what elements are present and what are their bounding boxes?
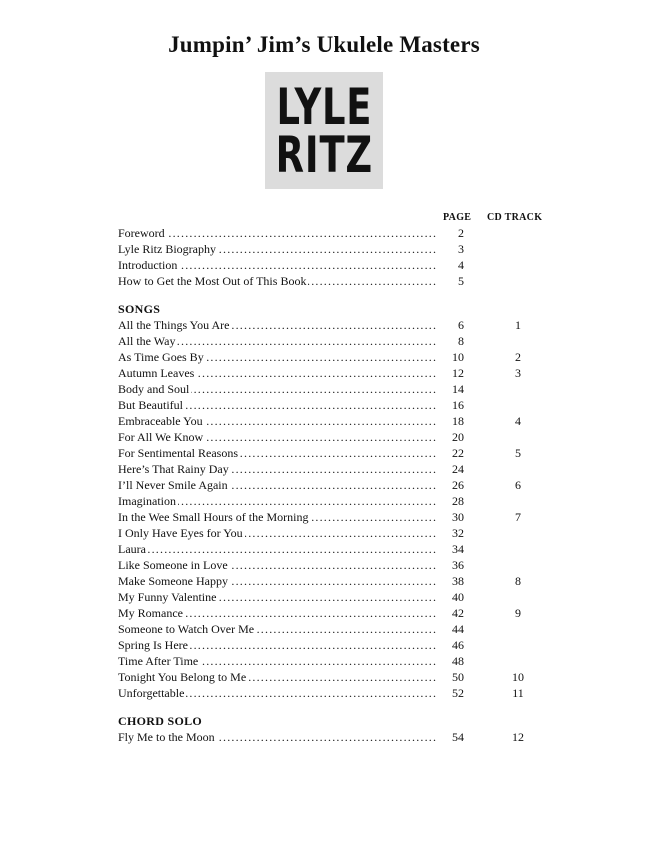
songs-list	[118, 317, 548, 701]
toc-page-number: 12	[438, 365, 464, 381]
page-column-header: PAGE	[443, 212, 472, 223]
toc-title: For Sentimental Reasons	[118, 446, 238, 460]
toc-row	[118, 669, 548, 685]
toc-cd-track: 2	[515, 350, 521, 364]
toc-title: Laura	[118, 542, 146, 556]
toc-row	[118, 729, 548, 745]
toc-entry	[118, 589, 462, 605]
toc-entry	[118, 445, 462, 461]
toc-title: But Beautiful	[118, 398, 183, 412]
toc-page-number: 32	[438, 525, 464, 541]
toc-row	[118, 225, 548, 241]
toc-row	[118, 365, 548, 381]
toc-entry	[118, 257, 462, 273]
toc-entry	[118, 225, 462, 241]
toc-row	[118, 273, 548, 289]
toc-title: Body and Soul	[118, 382, 190, 396]
toc-cd-track: 5	[515, 446, 521, 460]
toc-row	[118, 445, 548, 461]
toc-cd-track: 3	[515, 366, 521, 380]
toc-page-number: 36	[438, 557, 464, 573]
toc-page-number: 50	[438, 669, 464, 685]
toc-entry	[118, 381, 462, 397]
toc-entry	[118, 605, 462, 621]
toc-row	[118, 461, 548, 477]
toc-row	[118, 557, 548, 573]
logo-line-last: RITZ	[275, 125, 373, 184]
toc-entry	[118, 397, 462, 413]
toc-title: How to Get the Most Out of This Book	[118, 274, 307, 288]
toc-row	[118, 397, 548, 413]
toc-row	[118, 257, 548, 273]
toc-entry	[118, 573, 462, 589]
cd-track-column-header: CD TRACK	[487, 212, 543, 223]
toc-title: Unforgettable	[118, 686, 185, 700]
toc-entry	[118, 509, 462, 525]
chord-solo-heading: CHORD SOLO	[118, 714, 203, 728]
toc-page-number: 26	[438, 477, 464, 493]
toc-cd-track: 12	[512, 730, 524, 744]
songs-heading: SONGS	[118, 302, 161, 316]
toc-title: Someone to Watch Over Me	[118, 622, 255, 636]
toc-entry	[118, 273, 462, 289]
toc-page-number: 34	[438, 541, 464, 557]
toc-title: Spring Is Here	[118, 638, 188, 652]
toc-title: Imagination	[118, 494, 176, 508]
toc-title: Make Someone Happy	[118, 574, 228, 588]
toc-row	[118, 477, 548, 493]
toc-page-number: 10	[438, 349, 464, 365]
toc-row	[118, 381, 548, 397]
toc-entry	[118, 653, 462, 669]
toc-page-number: 2	[438, 225, 464, 241]
toc-page-number: 54	[438, 729, 464, 745]
toc-entry	[118, 541, 462, 557]
toc-cd-track: 1	[515, 318, 521, 332]
toc-title: In the Wee Small Hours of the Morning	[118, 510, 309, 524]
toc-page-number: 30	[438, 509, 464, 525]
toc-row	[118, 685, 548, 701]
toc-row	[118, 573, 548, 589]
toc-entry	[118, 637, 462, 653]
toc-entry	[118, 621, 462, 637]
toc-row	[118, 413, 548, 429]
toc-entry	[118, 493, 462, 509]
toc-entry	[118, 317, 462, 333]
toc-title: I Only Have Eyes for You	[118, 526, 243, 540]
toc-title: As Time Goes By	[118, 350, 204, 364]
toc-entry	[118, 685, 462, 701]
series-title: Jumpin’ Jim’s Ukulele Masters	[168, 32, 480, 57]
toc-row	[118, 541, 548, 557]
toc-title: Time After Time	[118, 654, 199, 668]
toc-entry	[118, 477, 462, 493]
toc-row	[118, 653, 548, 669]
toc-row	[118, 493, 548, 509]
toc-title: Autumn Leaves	[118, 366, 195, 380]
toc-page-number: 40	[438, 589, 464, 605]
toc-cd-track: 9	[515, 606, 521, 620]
toc-cd-track: 10	[512, 670, 524, 684]
toc-entry	[118, 333, 462, 349]
toc-entry	[118, 349, 462, 365]
logo-line-first: LYLE	[276, 77, 372, 136]
toc-page-number: 44	[438, 621, 464, 637]
toc-title: Fly Me to the Moon	[118, 730, 215, 744]
toc-row	[118, 241, 548, 257]
toc-cd-track: 8	[515, 574, 521, 588]
toc-title: Embraceable You	[118, 414, 203, 428]
toc-page-number: 4	[438, 257, 464, 273]
toc-page-number: 48	[438, 653, 464, 669]
artist-logo	[265, 72, 383, 189]
toc-cd-track: 7	[515, 510, 521, 524]
toc-title: I’ll Never Smile Again	[118, 478, 228, 492]
toc-row	[118, 333, 548, 349]
toc-entry	[118, 429, 462, 445]
toc-row	[118, 349, 548, 365]
chord-solo-list	[118, 729, 548, 745]
toc-row	[118, 605, 548, 621]
toc-page-number: 16	[438, 397, 464, 413]
toc-page-number: 8	[438, 333, 464, 349]
toc-row	[118, 429, 548, 445]
toc-page-number: 14	[438, 381, 464, 397]
toc-title: Tonight You Belong to Me	[118, 670, 247, 684]
toc-row	[118, 317, 548, 333]
toc-page-number: 28	[438, 493, 464, 509]
toc-row	[118, 509, 548, 525]
toc-title: My Romance	[118, 606, 183, 620]
toc-row	[118, 525, 548, 541]
table-of-contents	[118, 225, 548, 745]
toc-cd-track: 11	[512, 686, 524, 700]
toc-page-number: 5	[438, 273, 464, 289]
toc-row	[118, 621, 548, 637]
toc-entry	[118, 669, 462, 685]
toc-page-number: 38	[438, 573, 464, 589]
toc-entry	[118, 557, 462, 573]
toc-entry	[118, 729, 462, 745]
toc-entry	[118, 461, 462, 477]
toc-title: Like Someone in Love	[118, 558, 228, 572]
toc-title: Here’s That Rainy Day	[118, 462, 229, 476]
toc-row	[118, 637, 548, 653]
toc-page-number: 6	[438, 317, 464, 333]
toc-title: Lyle Ritz Biography	[118, 242, 216, 256]
toc-title: All the Way	[118, 334, 176, 348]
toc-entry	[118, 525, 462, 541]
toc-title: For All We Know	[118, 430, 204, 444]
toc-page-number: 24	[438, 461, 464, 477]
toc-page-number: 20	[438, 429, 464, 445]
toc-title: Introduction	[118, 258, 178, 272]
toc-row	[118, 589, 548, 605]
toc-page-number: 22	[438, 445, 464, 461]
toc-page-number: 3	[438, 241, 464, 257]
toc-cd-track: 6	[515, 478, 521, 492]
toc-page-number: 52	[438, 685, 464, 701]
toc-entry	[118, 413, 462, 429]
toc-entry	[118, 365, 462, 381]
toc-title: All the Things You Are	[118, 318, 230, 332]
toc-entry	[118, 241, 462, 257]
toc-page-number: 18	[438, 413, 464, 429]
front-matter-list	[118, 225, 548, 289]
toc-page-number: 42	[438, 605, 464, 621]
toc-cd-track: 4	[515, 414, 521, 428]
toc-title: Foreword	[118, 226, 165, 240]
toc-page-number: 46	[438, 637, 464, 653]
toc-title: My Funny Valentine	[118, 590, 217, 604]
